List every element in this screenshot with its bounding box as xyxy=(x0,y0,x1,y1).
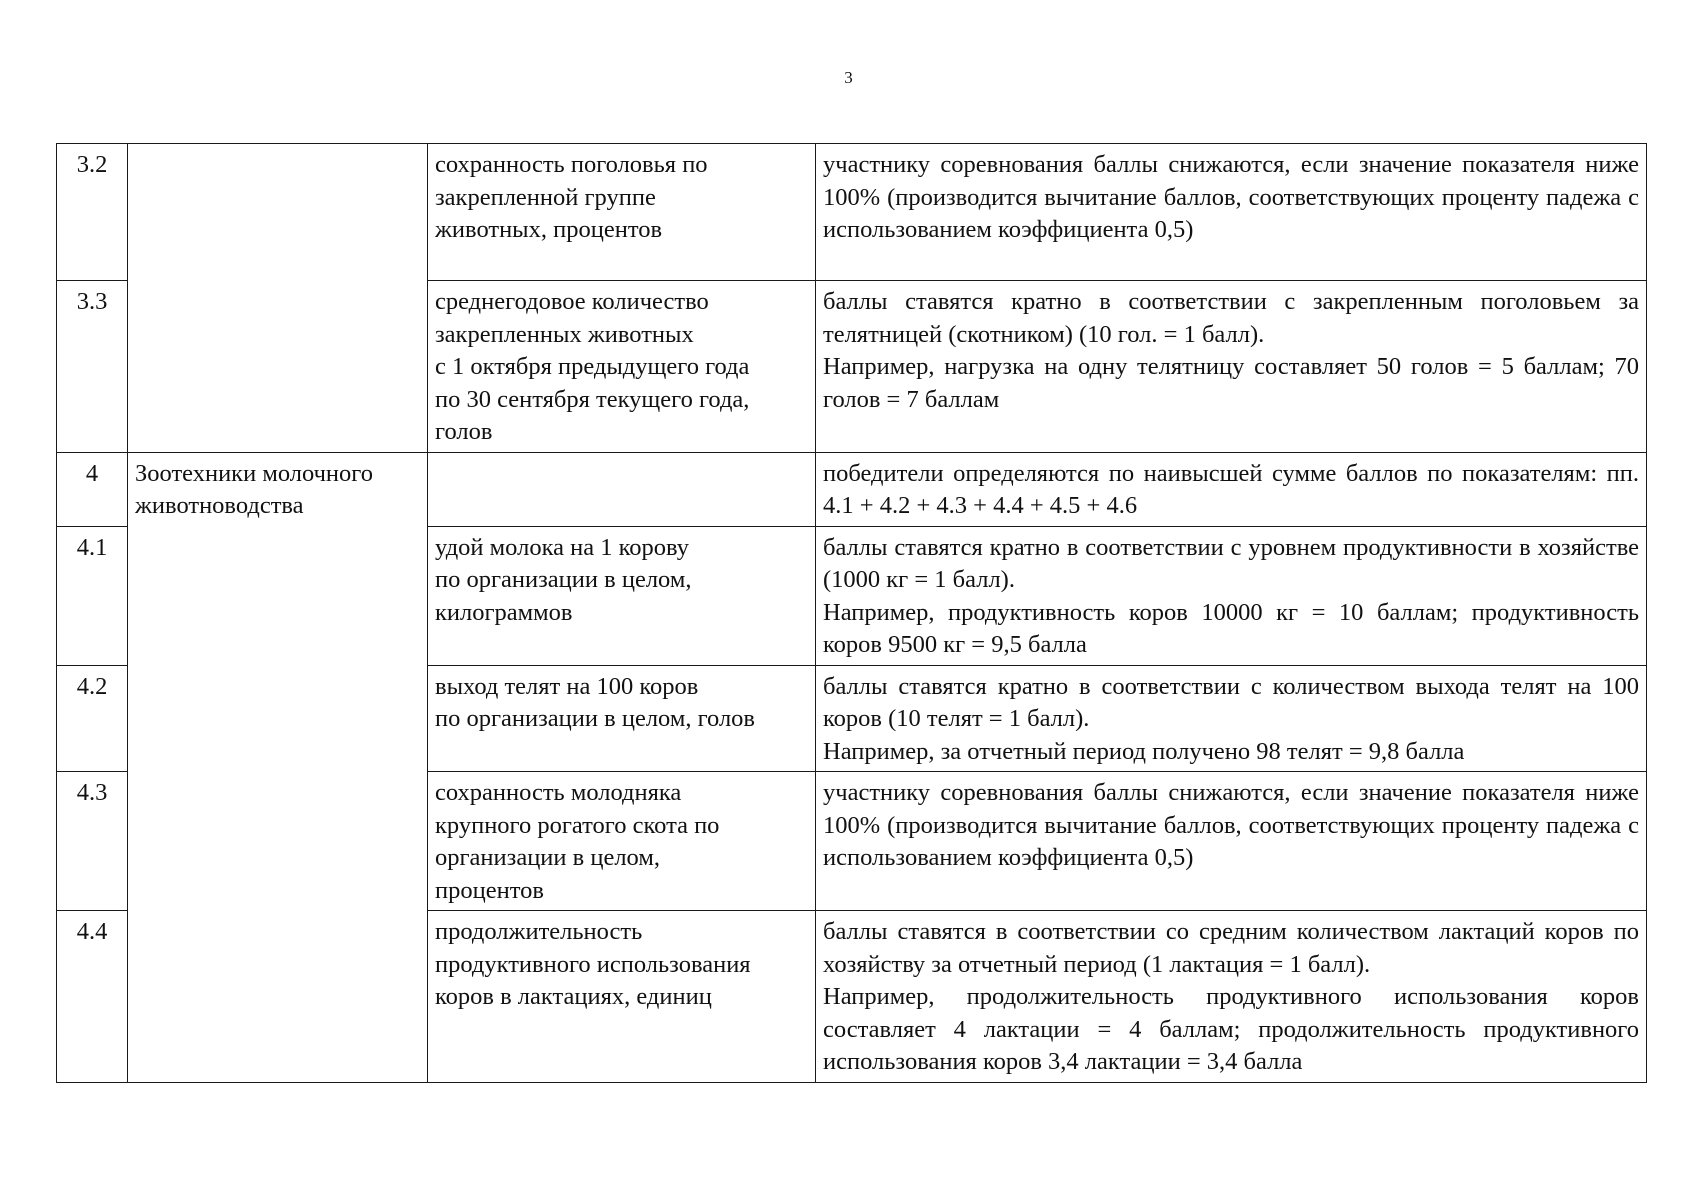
page-number: 3 xyxy=(844,68,853,87)
description-paragraph: Например, продолжительность продуктивного использования коров составляет 4 лактации = 4 баллам; продолжительность продуктивного использования коров 3,4 лактации = 3,4 балла xyxy=(823,983,1639,1075)
description-cell xyxy=(816,526,1647,665)
category-cell xyxy=(128,144,428,453)
row-number: 4.1 xyxy=(57,526,128,665)
criteria-table xyxy=(56,143,1647,1083)
description-paragraph: баллы ставятся кратно в соответствии с уровнем продуктивности в хозяйстве (1000 кг = 1 балл). xyxy=(823,533,1639,593)
indicator-text: среднегодовое количество закрепленных животных с 1 октября предыдущего года по 30 сентября текущего года, голов xyxy=(435,288,750,445)
indicator-cell xyxy=(428,526,816,665)
description-cell xyxy=(816,281,1647,453)
description-paragraph: победители определяются по наивысшей сумме баллов по показателям: пп. 4.1 + 4.2 + 4.3 + 4.4 + 4.5 + 4.6 xyxy=(823,459,1639,519)
row-number: 4 xyxy=(57,452,128,526)
description-paragraph: участнику соревнования баллы снижаются, если значение показателя ниже 100% (производится вычитание баллов, соответствующих проценту падежа с использованием коэффициента 0,5) xyxy=(823,779,1639,871)
description-paragraph: участнику соревнования баллы снижаются, если значение показателя ниже 100% (производится вычитание баллов, соответствующих проценту падежа с использованием коэффициента 0,5) xyxy=(823,151,1639,243)
category-cell xyxy=(128,452,428,1082)
row-number: 4.2 xyxy=(57,665,128,772)
indicator-cell xyxy=(428,911,816,1083)
indicator-cell xyxy=(428,281,816,453)
indicator-text: удой молока на 1 корову по организации в целом, килограммов xyxy=(435,533,692,626)
table-row xyxy=(57,144,1647,281)
indicator-text: продолжительность продуктивного использования коров в лактациях, единиц xyxy=(435,918,751,1010)
indicator-cell xyxy=(428,772,816,911)
description-paragraph: баллы ставятся кратно в соответствии с количеством выхода телят на 100 коров (10 телят = 1 балл). xyxy=(823,672,1639,732)
description-cell xyxy=(816,911,1647,1083)
row-number: 3.2 xyxy=(57,144,128,281)
description-paragraph: Например, за отчетный период получено 98 телят = 9,8 балла xyxy=(823,737,1465,765)
indicator-text: сохранность поголовья по закрепленной группе животных, процентов xyxy=(435,151,708,243)
description-cell xyxy=(816,144,1647,281)
indicator-text: сохранность молодняка крупного рогатого скота по организации в целом, процентов xyxy=(435,779,720,904)
description-paragraph: Например, нагрузка на одну телятницу составляет 50 голов = 5 баллам; 70 голов = 7 баллам xyxy=(823,353,1639,413)
row-number: 3.3 xyxy=(57,281,128,453)
indicator-cell xyxy=(428,452,816,526)
indicator-text: выход телят на 100 коров по организации в целом, голов xyxy=(435,672,755,732)
description-cell xyxy=(816,772,1647,911)
table-row xyxy=(57,452,1647,526)
row-number: 4.3 xyxy=(57,772,128,911)
row-number: 4.4 xyxy=(57,911,128,1083)
category-text: Зоотехники молочного животноводства xyxy=(135,459,373,519)
description-cell xyxy=(816,452,1647,526)
indicator-cell xyxy=(428,144,816,281)
description-cell xyxy=(816,665,1647,772)
description-paragraph: баллы ставятся кратно в соответствии с закрепленным поголовьем за телятницей (скотником) (10 гол. = 1 балл). xyxy=(823,288,1639,348)
description-paragraph: Например, продуктивность коров 10000 кг = 10 баллам; продуктивность коров 9500 кг = 9,5 балла xyxy=(823,598,1639,658)
description-paragraph: баллы ставятся в соответствии со средним количеством лактаций коров по хозяйству за отчетный период (1 лактация = 1 балл). xyxy=(823,918,1639,978)
indicator-cell xyxy=(428,665,816,772)
